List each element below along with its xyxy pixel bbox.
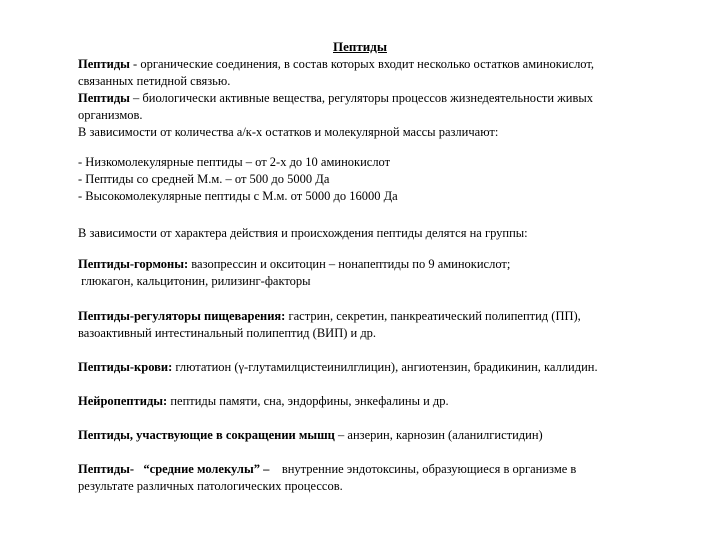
group-term: Нейропептиды: xyxy=(78,394,168,408)
definition-text: – биологически активные вещества, регуляторы процессов жизнедеятельности живых xyxy=(129,91,594,105)
group-text: гастрин, секретин, панкреатический полипептид (ПП), xyxy=(285,309,581,323)
term: Пептиды xyxy=(78,57,130,71)
group-digestion xyxy=(78,308,678,342)
group-hormones xyxy=(78,256,678,290)
definition-2 xyxy=(78,90,678,124)
definition-text: - органические соединения, в состав которых входит несколько остатков аминокислот, xyxy=(129,57,595,71)
definition-text-cont: организмов. xyxy=(78,108,143,122)
group-text: вазопрессин и окситоцин – нонапептиды по 9 аминокислот; xyxy=(188,257,511,271)
group-text: внутренние эндотоксины, образующиеся в организме в xyxy=(269,462,577,476)
group-muscle xyxy=(78,427,678,444)
group-term: Пептиды- “средние молекулы” – xyxy=(78,462,270,476)
group-middle-molecules xyxy=(78,461,678,495)
group-blood xyxy=(78,359,678,376)
classification-intro: В зависимости от количества а/к-х остатков и молекулярной массы различают: xyxy=(78,125,499,139)
group-term: Пептиды, участвующие в сокращении мышц xyxy=(78,428,335,442)
page-title: Пептиды xyxy=(333,39,387,54)
group-term: Пептиды-регуляторы пищеварения: xyxy=(78,309,286,323)
group-text-cont: результате различных патологических процессов. xyxy=(78,479,343,493)
list-item: - Пептиды со средней М.м. – от 500 до 5000 Да xyxy=(78,172,330,186)
group-term: Пептиды-гормоны: xyxy=(78,257,189,271)
group-text-cont: вазоактивный интестинальный полипептид (ВИП) и др. xyxy=(78,326,377,340)
list-item: - Низкомолекулярные пептиды – от 2-х до 10 аминокислот xyxy=(78,155,391,169)
group-term: Пептиды-крови: xyxy=(78,360,173,374)
group-text: пептиды памяти, сна, эндорфины, энкефалины и др. xyxy=(167,394,449,408)
definition-text-cont: связанных петидной связью. xyxy=(78,74,231,88)
groups-intro: В зависимости от характера действия и происхождения пептиды делятся на группы: xyxy=(78,226,528,240)
list-item: - Высокомолекулярные пептиды с М.м. от 5000 до 16000 Да xyxy=(78,189,398,203)
group-text-cont: глюкагон, кальцитонин, рилизинг-факторы xyxy=(78,274,311,288)
definition-1 xyxy=(78,56,678,90)
term: Пептиды xyxy=(78,91,130,105)
group-neuro xyxy=(78,393,678,410)
group-text: глютатион (γ-глутамилцистеинилглицин), ангиотензин, брадикинин, каллидин. xyxy=(172,360,598,374)
classification-list xyxy=(78,154,678,205)
group-text: – анзерин, карнозин (аланилгистидин) xyxy=(334,428,543,442)
